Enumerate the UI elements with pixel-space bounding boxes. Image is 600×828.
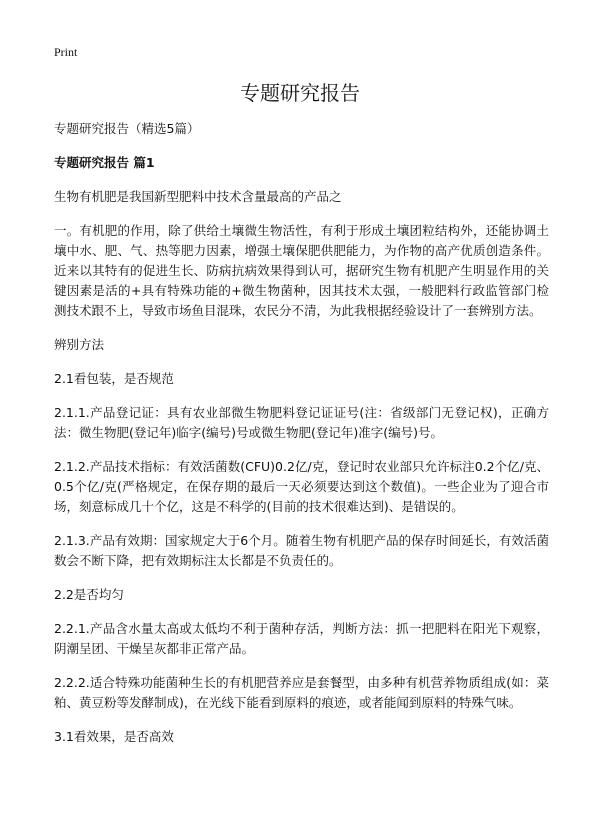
paragraph-3: 2.1看包装，是否规范 [54,371,174,386]
paragraph-9: 2.2.2.适合特殊功能菌种生长的有机肥营养应是套餐型，由多种有机营养物质组成(如：菜粕、黄豆粉等发酵制成)，在光线下能看到原料的痕迹，或者能闻到原料的特殊气味。 [54,675,549,710]
section-heading: 专题研究报告 篇1 [54,155,155,170]
paragraph-4: 2.1.1.产品登记证：具有农业部微生物肥料登记证证号(注：省级部门无登记权)，正确方法：微生物肥(登记年)临字(编号)号或微生物肥(登记年)准字(编号)号。 [54,405,549,440]
paragraph-1: 一。有机肥的作用，除了供给土壤微生物活性，有利于形成土壤团粒结构外，还能协调土壤中水、肥、气、热等肥力因素，增强土壤保肥供肥能力，为作物的高产优质创造条件。近来以其特有的促进生长、防病抗病效果得到认可，据研究生物有机肥产生明显作用的关键因素是活的+具有特殊功能的+微生物菌种，因其技术太强，一般肥料行政监管部门检测技术跟不上，导致市场鱼目混珠，农民分不清，为此我根据经验设计了一套辨别方法。 [54,223,549,318]
paragraph-8: 2.2.1.产品含水量太高或太低均不利于菌种存活，判断方法：抓一把肥料在阳光下观察，阴潮呈团、干燥呈灰都非正常产品。 [54,621,549,656]
paragraph-7: 2.2是否均匀 [54,587,124,602]
paragraph-6: 2.1.3.产品有效期：国家规定大于6个月。随着生物有机肥产品的保存时间延长，有效活菌数会不断下降，把有效期标注太长都是不负责任的。 [54,533,549,568]
paragraph-intro: 生物有机肥是我国新型肥料中技术含量最高的产品之 [54,189,342,204]
document-subtitle: 专题研究报告（精选5篇） [54,121,200,136]
paragraph-10: 3.1看效果，是否高效 [54,729,174,744]
document-body [54,119,549,760]
paragraph-2: 辨别方法 [54,337,105,352]
print-link[interactable]: Print [54,45,78,59]
paragraph-5: 2.1.2.产品技术指标：有效活菌数(CFU)0.2亿/克，登记时农业部只允许标注0.2个亿/克、0.5个亿/克(严格规定，在保存期的最后一天必须要达到这个数值)。一些企业为了迎合市场，刻意标成几十个亿，这是不科学的(目前的技术很难达到)、是错误的。 [54,459,549,514]
page-title: 专题研究报告 [240,81,360,105]
